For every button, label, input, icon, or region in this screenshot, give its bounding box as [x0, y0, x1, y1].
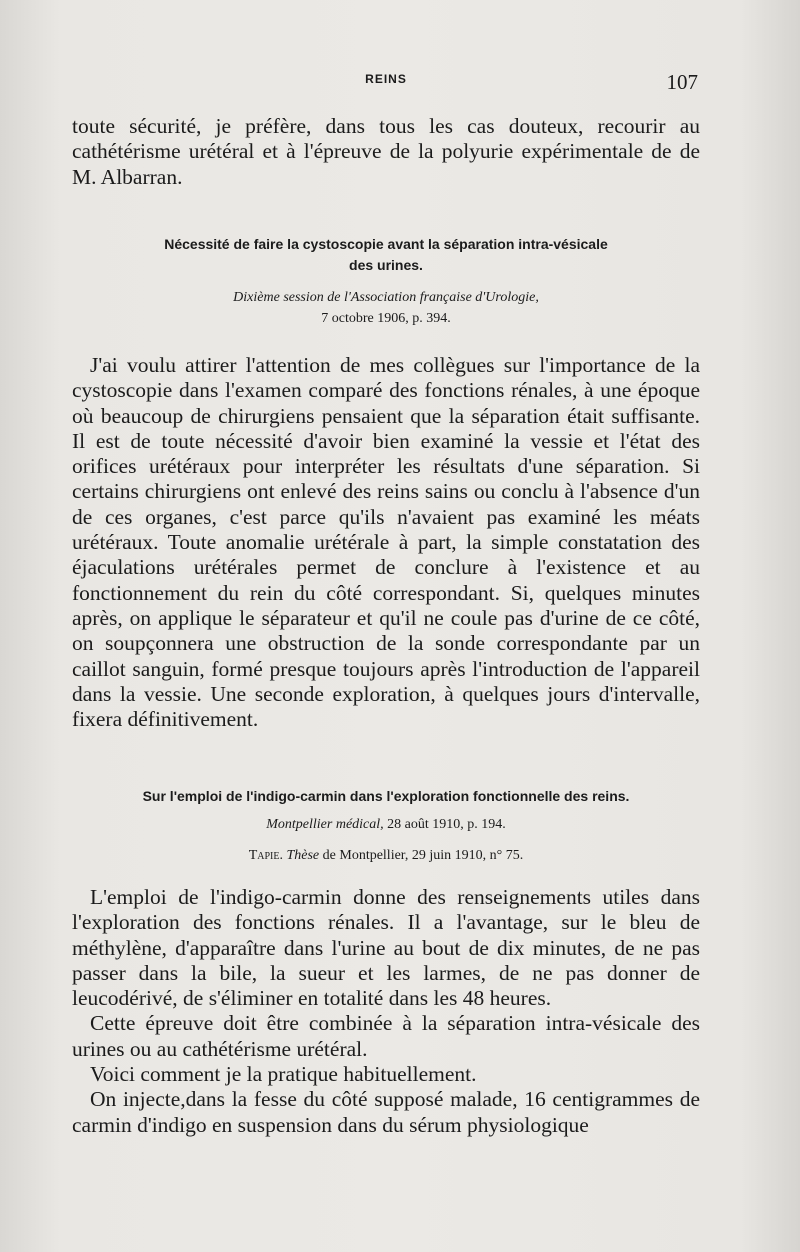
section-source — [72, 814, 700, 835]
running-head: REINS — [365, 72, 407, 86]
section-title: Sur l'emploi de l'indigo-carmin dans l'exploration fonctionnelle des reins. — [142, 788, 630, 804]
paragraph-indigo-1: L'emploi de l'indigo-carmin donne des renseignements utiles dans l'exploration des fonctions rénales. Il a l'avantage, sur le bleu de méthylène, d'apparaître dans l'urine au bout de dix minutes, de ne pas passer dans la bile, la sueur et les larmes, de ne pas donner de leucodérivé, de s'éliminer en totalité dans les 48 heures. — [72, 885, 700, 1011]
source-date: 28 août 1910, p. 194. — [383, 817, 506, 832]
section-source-date: 7 octobre 1906, p. 394. — [321, 311, 451, 326]
page-header — [74, 70, 698, 100]
source-journal: Montpellier médical, — [266, 817, 384, 832]
thesis-reference — [72, 845, 700, 866]
section-source: Dixième session de l'Association française d'Urologie, — [233, 290, 539, 305]
thesis-author: Tapie. — [248, 848, 283, 863]
thesis-label: Thèse — [286, 848, 320, 863]
paragraph-indigo-2: Cette épreuve doit être combinée à la séparation intra-vésicale des urines ou au cathétérisme urétéral. — [72, 1011, 700, 1061]
section-heading-indigo-carmin — [72, 786, 700, 866]
thesis-details: de Montpellier, 29 juin 1910, n° 75. — [319, 848, 524, 863]
section-heading-cystoscopie — [72, 234, 700, 329]
paragraph-cystoscopie: J'ai voulu attirer l'attention de mes collègues sur l'importance de la cystoscopie dans l'examen comparé des fonctions rénales, à une époque où beaucoup de chirurgiens pensaient que la séparation était suffisante. Il est de toute nécessité d'avoir bien examiné la vessie et l'état des orifices urétéraux pour interpréter les résultats d'une séparation. Si certains chirurgiens ont enlevé des reins sains ou conclu à l'absence d'un de ces organes, c'est parce qu'ils n'avaient pas examiné les méats urétéraux. Toute anomalie urétérale à part, la simple constatation des éjaculations urétérales permet de conclure à l'existence et au fonctionnement du rein du côté correspondant. Si, quelques minutes après, on applique le séparateur et qu'il ne coule pas d'urine de ce côté, on soupçonnera une obstruction de la sonde correspondante par un caillot sanguin, formé presque toujours après l'introduction de l'appareil dans la vessie. Une seconde exploration, à quelques jours d'intervalle, fixera définitivement. — [72, 353, 700, 732]
section-title-line-1: Nécessité de faire la cystoscopie avant la séparation intra-vésicale — [164, 236, 608, 252]
paragraphs-indigo-carmin — [72, 885, 700, 1138]
paragraph-indigo-3: Voici comment je la pratique habituellement. — [90, 1062, 477, 1087]
paragraph-indigo-4: On injecte,dans la fesse du côté supposé malade, 16 centigrammes de carmin d'indigo en suspension dans du sérum physiologique — [72, 1087, 700, 1137]
section-title-line-2: des urines. — [349, 257, 423, 273]
paragraph-continued: toute sécurité, je préfère, dans tous les cas douteux, recourir au cathétérisme urétéral et à l'épreuve de la polyurie expérimentale de de M. Albarran. — [72, 114, 700, 189]
page-number: 107 — [666, 70, 698, 94]
